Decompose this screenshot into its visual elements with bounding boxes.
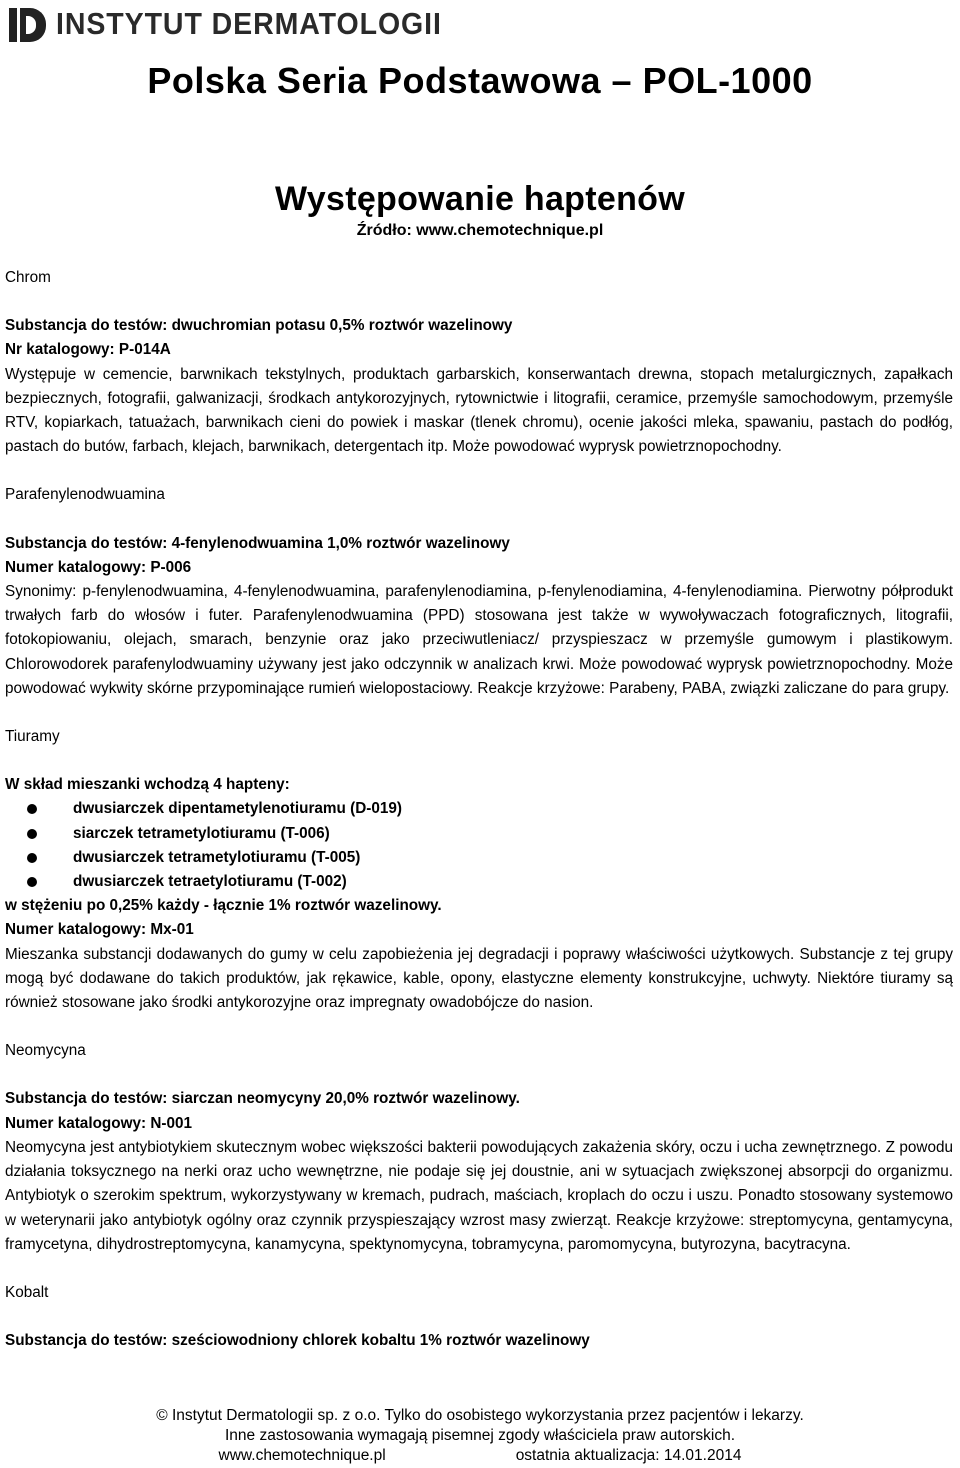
list-item: siarczek tetrametylotiuramu (T-006) — [5, 822, 953, 846]
last-updated: ostatnia aktualizacja: 14.01.2014 — [515, 1447, 742, 1464]
section-kobalt — [5, 1281, 953, 1353]
mixture-intro: W skład mieszanki wchodzą 4 hapteny: — [5, 776, 290, 794]
section-ppd — [5, 483, 953, 701]
section-description: Mieszanka substancji dodawanych do gumy w celu zapobieżenia jej degradacji i poprawy właściwości użytkowych. Substancje z tej grupy mogą być dodawane do takich produktów, jak rękawice, kable, opony, elastyczne elementy konstrukcyjne, uchwyty. Niektóre tiuramy są również stosowane jako środki antykorozyjne oraz impregnaty owadobójcze do nasion. — [5, 945, 953, 1012]
document-body — [5, 266, 953, 1353]
section-heading: Neomycyna — [5, 1042, 86, 1060]
page-footer — [0, 1406, 960, 1466]
catalog-number: Numer katalogowy: Mx-01 — [5, 921, 194, 939]
permission-line: Inne zastosowania wymagają pisemnej zgody właściciela praw autorskich. — [224, 1427, 736, 1444]
section-description: Synonimy: p-fenylenodwuamina, 4-fenylenodwuamina, parafenylenodiamina, p-fenylenodiamina, 4-fenylenodiamina. Pierwotny półprodukt trwałych farb do włosów i futer. Parafenylenodwuamina (PPD) stosowana jest także w wywoływaczach fotograficznych, litografii, fotokopiowaniu, olejach, smarach, benzynie oraz jako przeciwutleniacz/ przyspieszacz w przemyśle gumowym i plastikowym. Chlorowodorek parafenylodwuaminy używany jest jako odczynnik w analizach krwi. Może powodować wyprysk powietrznopochodny. Może powodować wykwity skórne przypominające rumień wielopostaciowy. Reakcje krzyżowe: Parabeny, PABA, związki zaliczane do para grupy. — [5, 583, 953, 697]
list-item: dwusiarczek tetrametylotiuramu (T-005) — [5, 846, 953, 870]
section-neomycyna — [5, 1039, 953, 1257]
test-substance: Substancja do testów: siarczan neomycyny 20,0% roztwór wazelinowy. — [5, 1090, 520, 1108]
footer-website: www.chemotechnique.pl — [218, 1447, 386, 1464]
catalog-number: Numer katalogowy: N-001 — [5, 1114, 193, 1132]
logo-mark-icon — [6, 2, 50, 46]
logo-text: INSTYTUT DERMATOLOGII — [56, 6, 442, 41]
test-substance: Substancja do testów: sześciowodniony chlorek kobaltu 1% roztwór wazelinowy — [5, 1332, 590, 1350]
section-description: Neomycyna jest antybiotykiem skutecznym wobec większości bakterii powodujących zakażenia skóry, oczu i ucha zewnętrznego. Z powodu działania toksycznego na nerki oraz ucho wewnętrzne, nie podaje się jej doustnie, ani w sytuacjach zwiększonej absorpcji do organizmu. Antybiotyk o szerokim spektrum, wykorzystywany w kremach, pudrach, maściach, kroplach do oczu i uszu. Ponadto stosowany systemowo w weterynarii jako antybiotyk ogólny oraz czynnik przyspieszający wzrost masy zwierząt. Reakcje krzyżowe: streptomycyna, gentamycyna, framycetyna, dihydrostreptomycyna, kanamycyna, spektynomycyna, tobramycyna, paromomycyna, butyrozyna, bacytracyna. — [5, 1138, 953, 1253]
section-heading: Tiuramy — [5, 728, 60, 746]
hapten-list — [5, 797, 953, 894]
section-chrom — [5, 266, 953, 459]
concentration-note: w stężeniu po 0,25% każdy - łącznie 1% roztwór wazelinowy. — [5, 897, 442, 915]
bullet-icon — [27, 853, 37, 863]
test-substance: Substancja do testów: 4-fenylenodwuamina 1,0% roztwór wazelinowy — [5, 534, 510, 552]
section-heading: Kobalt — [5, 1283, 49, 1301]
footer-meta-row — [0, 1446, 960, 1466]
catalog-number: Nr katalogowy: P-014A — [5, 341, 171, 359]
document-title: Polska Seria Podstawowa – POL-1000 — [147, 60, 813, 101]
copyright-line: © Instytut Dermatologii sp. z o.o. Tylko do osobistego wykorzystania przez pacjentów i lekarzy. — [156, 1407, 804, 1424]
document-subtitle: Występowanie haptenów — [275, 180, 685, 218]
institute-logo — [6, 2, 475, 46]
bullet-icon — [27, 829, 37, 839]
catalog-number: Numer katalogowy: P-006 — [5, 558, 192, 576]
section-heading: Chrom — [5, 269, 51, 286]
bullet-icon — [27, 804, 37, 814]
bullet-icon — [27, 877, 37, 887]
section-tiuramy — [5, 725, 953, 1015]
test-substance: Substancja do testów: dwuchromian potasu 0,5% roztwór wazelinowy — [5, 317, 513, 335]
source-line: Źródło: www.chemotechnique.pl — [356, 222, 604, 239]
section-description: Występuje w cemencie, barwnikach tekstylnych, produktach garbarskich, konserwantach drewna, stopach metalurgicznych, zapałkach bezpiecznych, fotografii, galwanizacji, środkach antykorozyjnych, rytownictwie i litografii, ceramice, przemyśle samochodowym, przemyśle RTV, kopiarkach, tatuażach, barwnikach cieni do powiek i maskar (tlenek chromu), ocenie jakości mleka, spawaniu, pastach do podłóg, pastach do butów, farbach, klejach, barwnikach, detergentach itp. Może powodować wyprysk powietrznopochodny. — [5, 365, 953, 456]
list-item: dwusiarczek dipentametylenotiuramu (D-019) — [5, 797, 953, 821]
list-item: dwusiarczek tetraetylotiuramu (T-002) — [5, 870, 953, 894]
section-heading: Parafenylenodwuamina — [5, 486, 165, 504]
